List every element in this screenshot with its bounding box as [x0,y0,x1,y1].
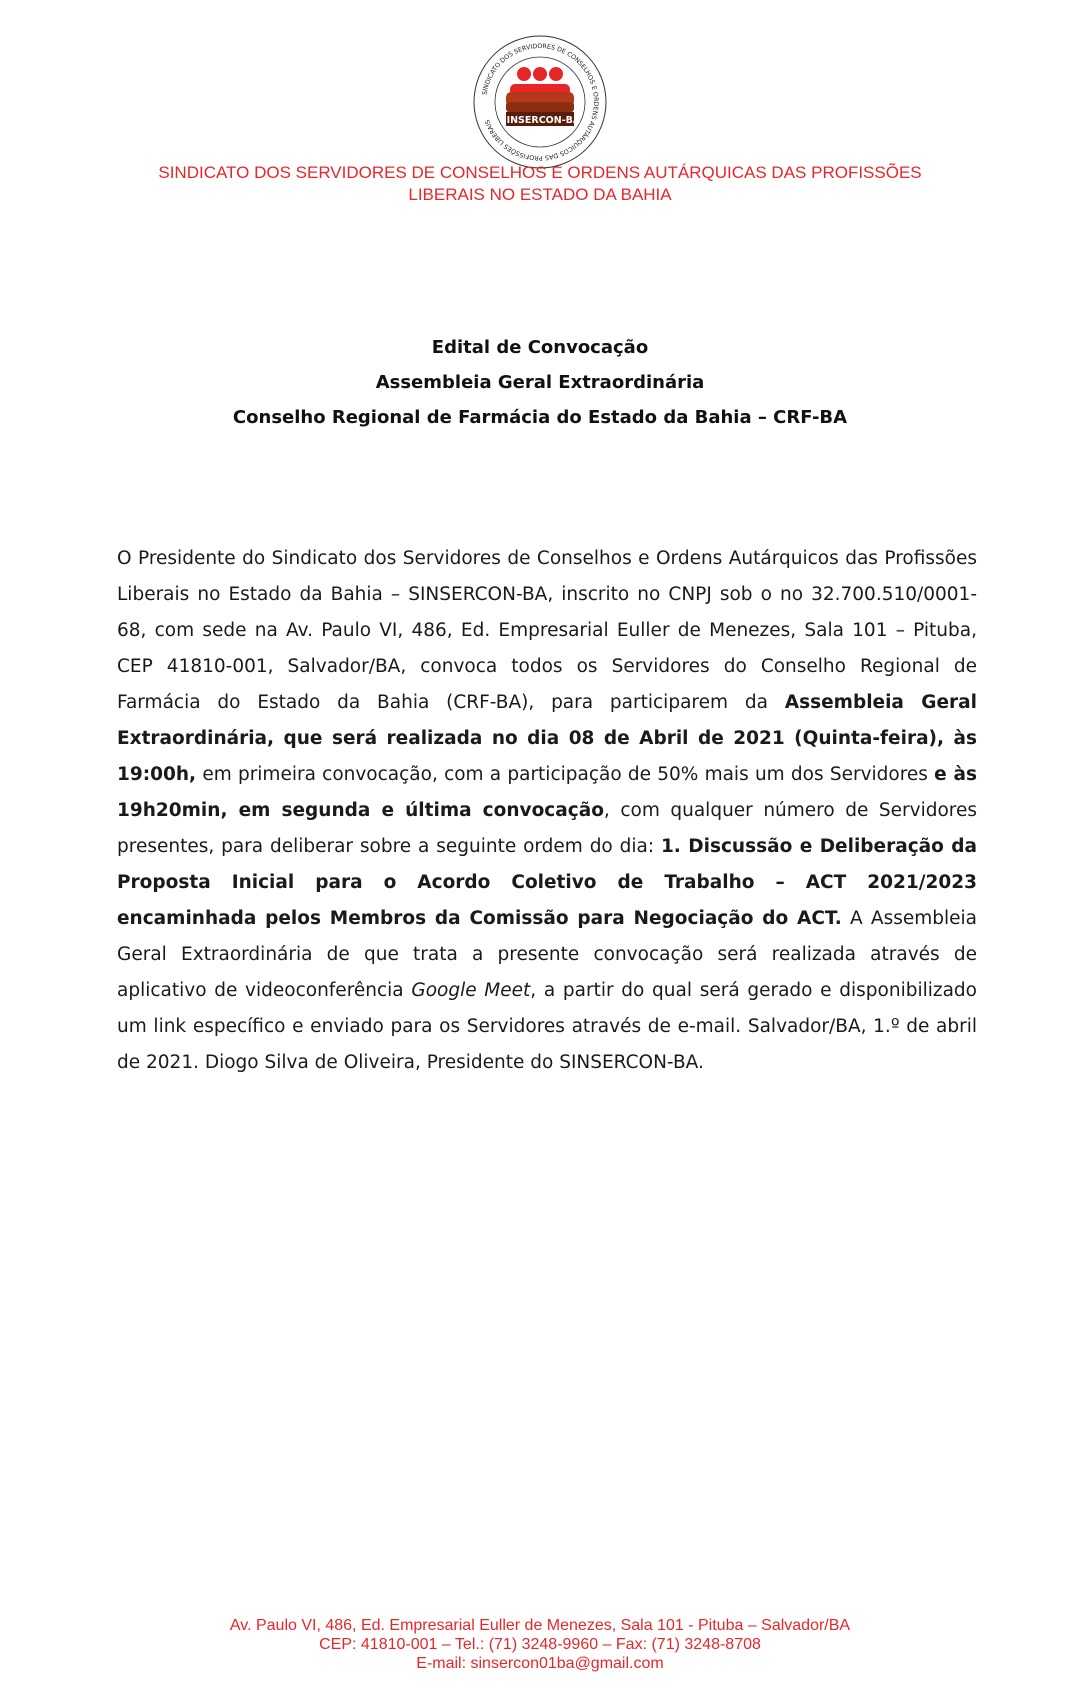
body-text-2: em primeira convocação, com a participação de 50% mais um dos Servidores [196,764,935,785]
body-italic-1: Google Meet [411,980,531,1001]
header-line-2: LIBERAIS NO ESTADO DA BAHIA [408,185,672,204]
document-title [80,330,1000,435]
body-bold-2: e às 19h20min, em segunda e última convocação [117,764,977,821]
header-line-1: SINDICATO DOS SERVIDORES DE CONSELHOS E ORDENS AUTÁRQUICAS DAS PROFISSÕES [158,163,922,182]
svg-text:SINDICATO DOS SERVIDORES DE CO: SINDICATO DOS SERVIDORES DE CONSELHOS E ORDENS AUTÁRQUICOS DAS PROFISSÕES LIBERAIS [481,42,600,162]
logo-label: SINSERCON-BA [499,115,581,126]
footer-address: Av. Paulo VI, 486, Ed. Empresarial Euller de Menezes, Sala 101 - Pituba – Salvador/BA [229,1617,851,1634]
body-bold-1: Assembleia Geral Extraordinária, que será realizada no dia 08 de Abril de 2021 (Quinta-feira), às 19:00h, [117,692,977,785]
body-text-4: A Assembleia Geral Extraordinária de que trata a presente convocação será realizada através de aplicativo de videoconferência [117,908,977,1001]
title-line-1: Edital de Convocação [431,337,649,358]
body-text-5: , a partir do qual será gerado e disponibilizado um link específico e enviado para os Servidores através de e-mail. Salvador/BA, 1.º de abril de 2021. Diogo Silva de Oliveira, Presidente do SINSERCON-BA. [117,980,977,1073]
address-footer [80,1616,1000,1673]
union-header [80,162,1000,206]
title-line-3: Conselho Regional de Farmácia do Estado da Bahia – CRF-BA [232,407,848,428]
body-bold-3: 1. Discussão e Deliberação da Proposta Inicial para o Acordo Coletivo de Trabalho – ACT 2021/2023 encaminhada pelos Membros da Comissão para Negociação do ACT. [117,836,977,929]
body-text-1: O Presidente do Sindicato dos Servidores de Conselhos e Ordens Autárquicos das Profissões Liberais no Estado da Bahia – SINSERCON-BA, inscrito no CNPJ sob o no 32.700.510/0001-68, com sede na Av. Paulo VI, 486, Ed. Empresarial Euller de Menezes, Sala 101 – Pituba, CEP 41810-001, Salvador/BA, convoca todos os Servidores do Conselho Regional de Farmácia do Estado da Bahia (CRF-BA), para participarem da [117,548,977,713]
body-text-3: , com qualquer número de Servidores presentes, para deliberar sobre a seguinte ordem do dia: [117,800,977,857]
title-line-2: Assembleia Geral Extraordinária [375,372,705,393]
footer-contact: CEP: 41810-001 – Tel.: (71) 3248-9960 – Fax: (71) 3248-8708 [319,1636,761,1653]
footer-email: E-mail: sinsercon01ba@gmail.com [416,1655,664,1672]
convocation-paragraph [117,541,977,1081]
sinsercon-logo [472,34,608,170]
